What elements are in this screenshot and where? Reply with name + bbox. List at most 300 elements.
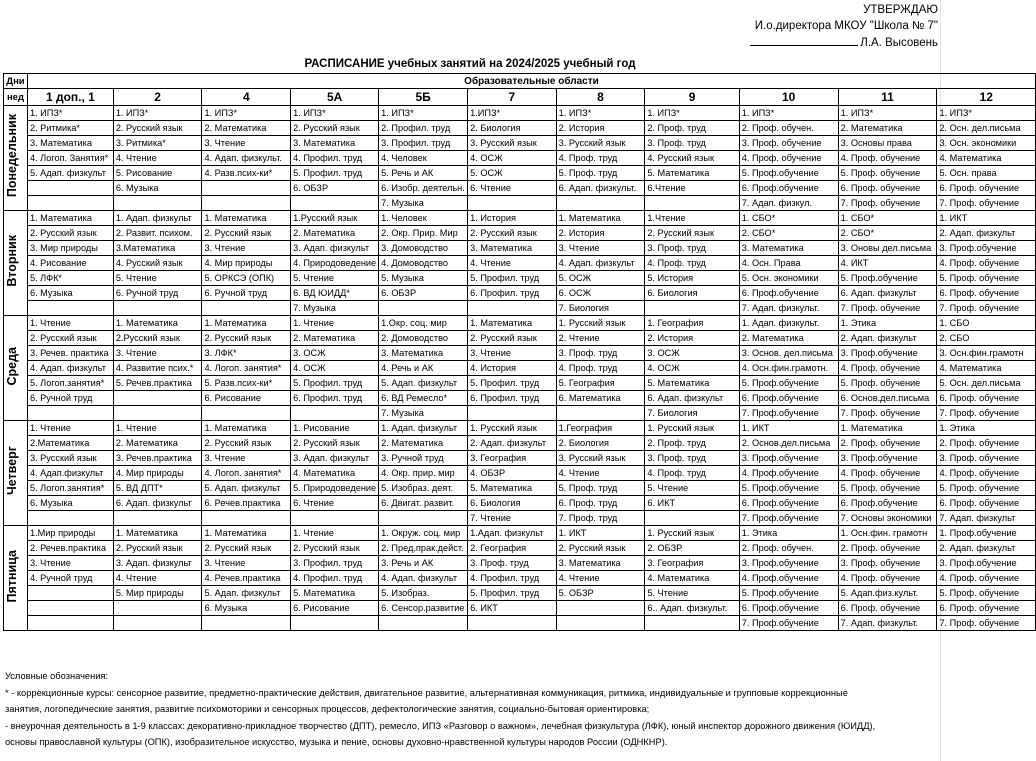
lesson-cell: 5. Изобраз. деят. <box>379 481 468 496</box>
lesson-cell: 3. Математика <box>291 136 379 151</box>
lesson-cell: 7. Биология <box>556 301 645 316</box>
lesson-cell: 7. Проф. обучение <box>937 301 1036 316</box>
lesson-cell: 4. Проф. труд <box>645 256 739 271</box>
lesson-cell: 4. Развитие псих.* <box>113 361 202 376</box>
lesson-cell: 4. Проф. труд <box>556 361 645 376</box>
table-row <box>4 376 1036 391</box>
lesson-cell: 1. Математика <box>556 211 645 226</box>
lesson-cell: 2. Проф. обучение <box>838 541 937 556</box>
lesson-cell: 5. ОСЖ <box>556 271 645 286</box>
lesson-cell <box>113 391 202 406</box>
approval-name: Л.А. Высовень <box>860 37 938 49</box>
lesson-cell: 2. Русский язык <box>202 541 291 556</box>
lesson-cell: 6. Чтение <box>468 181 557 196</box>
lesson-cell: 6. Рисование <box>202 391 291 406</box>
lesson-cell <box>468 616 557 631</box>
lesson-cell <box>202 616 291 631</box>
lesson-cell: 1. Математика <box>468 316 557 331</box>
lesson-cell <box>113 301 202 316</box>
lesson-cell: 5. ОБЗР <box>556 586 645 601</box>
lesson-cell: 6. Биология <box>468 496 557 511</box>
lesson-cell: 4. Проф. обучение <box>937 256 1036 271</box>
lesson-cell <box>202 511 291 526</box>
lesson-cell: 1. ИКТ <box>556 526 645 541</box>
lesson-cell: 5. Проф. труд <box>556 166 645 181</box>
lesson-cell: 3. Проф.обучение <box>739 451 838 466</box>
lesson-cell: 5. Адап.физ.культ. <box>838 586 937 601</box>
lesson-cell: 3. Чтение <box>202 136 291 151</box>
legend-line-2: занятия, логопедические занятия, развитие психомоторики и сенсорных процессов, дефектологические занятия, социально-бытовая ориентировка; <box>5 704 650 714</box>
lesson-cell: 6. Ручной труд <box>202 286 291 301</box>
lesson-cell: 4. Русский язык <box>645 151 739 166</box>
lesson-cell: 3. Русский язык <box>468 136 557 151</box>
lesson-cell: 2. Проф. обучение <box>937 436 1036 451</box>
lesson-cell <box>556 601 645 616</box>
lesson-cell: 3. Чтение <box>27 556 113 571</box>
lesson-cell: 4. Речь и АК <box>379 361 468 376</box>
lesson-cell: 6. Речев.практика <box>202 496 291 511</box>
lesson-cell: 5. Проф.обучение <box>739 586 838 601</box>
lesson-cell: 4. Чтение <box>468 256 557 271</box>
table-row <box>4 601 1036 616</box>
lesson-cell: 1.Чтение <box>645 211 739 226</box>
class-header: 9 <box>645 89 739 106</box>
lesson-cell: 3. Проф. труд <box>645 451 739 466</box>
table-row <box>4 616 1036 631</box>
lesson-cell: 7. Чтение <box>468 511 557 526</box>
lesson-cell: 6. Изобр. деятельн. <box>379 181 468 196</box>
lesson-cell: 3. Профил. труд <box>291 556 379 571</box>
lesson-cell: 2. Проф. труд <box>645 436 739 451</box>
lesson-cell <box>202 301 291 316</box>
lesson-cell: 1. ИПЗ* <box>113 106 202 121</box>
lesson-cell: 2. Речев.практика <box>27 541 113 556</box>
lesson-cell <box>113 511 202 526</box>
lesson-cell: 5. Проф.обучение <box>739 481 838 496</box>
lesson-cell: 6. Проф.обучение <box>739 391 838 406</box>
lesson-cell: 5. ЛФК* <box>27 271 113 286</box>
lesson-cell: 1. Этика <box>739 526 838 541</box>
lesson-cell: 1. Чтение <box>27 421 113 436</box>
lesson-cell: 4. Речев.практика <box>202 571 291 586</box>
lesson-cell: 7. Музыка <box>291 301 379 316</box>
lesson-cell: 6. Профил. труд <box>468 286 557 301</box>
lesson-cell: 7. Проф. обучение <box>937 406 1036 421</box>
lesson-cell: 3. Проф. обучение <box>739 136 838 151</box>
lesson-cell: 4. Проф. обучение <box>838 466 937 481</box>
table-row <box>4 136 1036 151</box>
lesson-cell: 4. Профил. труд <box>468 571 557 586</box>
class-header: 10 <box>739 89 838 106</box>
lesson-cell: 1. Математика <box>27 211 113 226</box>
lesson-cell: 5. Проф.обучение <box>739 166 838 181</box>
lesson-cell: 7. Проф. обучение <box>838 406 937 421</box>
lesson-cell: 2. Окр. Прир. Мир <box>379 226 468 241</box>
lesson-cell: 2. Осн. дел.письма <box>937 121 1036 136</box>
lesson-cell: 5. Проф. обучение <box>937 271 1036 286</box>
lesson-cell: 4. Осн. Права <box>739 256 838 271</box>
lesson-cell: 5. Рисование <box>113 166 202 181</box>
class-header: 2 <box>113 89 202 106</box>
table-row <box>4 481 1036 496</box>
lesson-cell: 1. ИПЗ* <box>838 106 937 121</box>
lesson-cell: 1. Русский язык <box>556 316 645 331</box>
day-cell <box>4 106 28 211</box>
lesson-cell <box>27 511 113 526</box>
class-header: 1 доп., 1 <box>27 89 113 106</box>
lesson-cell: 3. Проф. обучение <box>838 556 937 571</box>
lesson-cell: 5. Профил. труд <box>468 271 557 286</box>
lesson-cell: 3. Проф. труд <box>556 346 645 361</box>
lesson-cell: 5. Логоп.занятия* <box>27 376 113 391</box>
lesson-cell: 4. Проф. обучение <box>838 571 937 586</box>
lesson-cell: 6. Проф. обучение <box>937 181 1036 196</box>
lesson-cell <box>27 601 113 616</box>
lesson-cell: 1. ИПЗ* <box>556 106 645 121</box>
lesson-cell: 6. Основ.дел.письма <box>838 391 937 406</box>
lesson-cell: 6. Профил. труд <box>468 391 557 406</box>
lesson-cell: 2. Русский язык <box>27 331 113 346</box>
lesson-cell: 2. География <box>468 541 557 556</box>
lesson-cell: 6.Чтение <box>645 181 739 196</box>
lesson-cell: 2. Адап. физкульт <box>838 331 937 346</box>
lesson-cell: 2. Развит. психом. <box>113 226 202 241</box>
lesson-cell: 2.Математика <box>27 436 113 451</box>
lesson-cell: 1. Этика <box>937 421 1036 436</box>
lesson-cell: 4. Окр. прир. мир <box>379 466 468 481</box>
lesson-cell <box>113 406 202 421</box>
lesson-cell: 2. Русский язык <box>291 121 379 136</box>
lesson-cell: 6. ИКТ <box>468 601 557 616</box>
lesson-cell: 3. Проф.обучение <box>838 451 937 466</box>
lesson-cell: 6. ВД Ремесло* <box>379 391 468 406</box>
lesson-cell: 6. ВД ЮИДД* <box>291 286 379 301</box>
lesson-cell: 5. Чтение <box>113 271 202 286</box>
lesson-cell: 3. Чтение <box>202 241 291 256</box>
table-row <box>4 391 1036 406</box>
lesson-cell: 5. Профил. труд <box>291 376 379 391</box>
schedule-title: РАСПИСАНИЕ учебных занятий на 2024/2025 учебный год <box>304 58 636 70</box>
lesson-cell: 2. Русский язык <box>27 226 113 241</box>
lesson-cell: 1. Математика <box>202 421 291 436</box>
approval-position: И.о.директора МКОУ "Школа № 7" <box>754 20 938 32</box>
lesson-cell: 6. Проф. обучение <box>838 181 937 196</box>
lesson-cell: 6. Проф.обучение <box>739 181 838 196</box>
lesson-cell: 1. Русский язык <box>468 421 557 436</box>
lesson-cell: 6. Проф. обучение <box>838 601 937 616</box>
lesson-cell: 1. ИПЗ* <box>291 106 379 121</box>
lesson-cell: 2. История <box>556 121 645 136</box>
lesson-cell: 3. Проф.обучение <box>937 556 1036 571</box>
lesson-cell: 4. Адап. физкульт <box>556 256 645 271</box>
lesson-cell: 1. ИПЗ* <box>937 106 1036 121</box>
day-label: Среда <box>5 346 19 386</box>
lesson-cell: 2. Русский язык <box>202 436 291 451</box>
lesson-cell: 1. Осн.фин. грамотн <box>838 526 937 541</box>
lesson-cell: 5. Проф. труд <box>556 481 645 496</box>
lesson-cell: 2. Русский язык <box>645 226 739 241</box>
lesson-cell: 5. Разв.псих-ки* <box>202 376 291 391</box>
lesson-cell: 5. ОСЖ <box>468 166 557 181</box>
lesson-cell: 3. Речев.практика <box>113 451 202 466</box>
lesson-cell: 4. Логоп. Занятия* <box>27 151 113 166</box>
table-row <box>4 316 1036 331</box>
lesson-cell: 1. Чтение <box>113 421 202 436</box>
lesson-cell: 1.Мир природы <box>27 526 113 541</box>
table-row <box>4 166 1036 181</box>
lesson-cell: 4. ОСЖ <box>291 361 379 376</box>
class-header: 5А <box>291 89 379 106</box>
lesson-cell: 4. Природоведение <box>291 256 379 271</box>
lesson-cell: 3. Проф. труд <box>645 241 739 256</box>
lesson-cell: 7. Проф.обучение <box>739 616 838 631</box>
lesson-cell <box>291 406 379 421</box>
lesson-cell: 1. ИПЗ* <box>645 106 739 121</box>
schedule-table <box>3 73 1036 631</box>
lesson-cell: 2.Русский язык <box>113 331 202 346</box>
lesson-cell: 5. Речев.практика <box>113 376 202 391</box>
day-cell <box>4 211 28 316</box>
lesson-cell: 2. СБО* <box>838 226 937 241</box>
lesson-cell: 1. Русский язык <box>645 421 739 436</box>
lesson-cell: 1. География <box>645 316 739 331</box>
areas-header: Образовательные области <box>27 74 1035 89</box>
lesson-cell: 2. Проф. труд <box>645 121 739 136</box>
class-header: 7 <box>468 89 557 106</box>
lesson-cell: 3. Чтение <box>113 346 202 361</box>
lesson-cell: 5. Чтение <box>291 271 379 286</box>
lesson-cell: 3. Чтение <box>468 346 557 361</box>
lesson-cell: 1. Русский язык <box>645 526 739 541</box>
lesson-cell <box>645 301 739 316</box>
lesson-cell: 5. Проф. обучение <box>937 481 1036 496</box>
lesson-cell: 3. Речь и АК <box>379 556 468 571</box>
lesson-cell: 7. Биология <box>645 406 739 421</box>
lesson-cell: 4. Домоводство <box>379 256 468 271</box>
lesson-cell: 4. Чтение <box>556 571 645 586</box>
lesson-cell: 4. Адап.физкульт <box>27 466 113 481</box>
lesson-cell: 6. Профил. труд <box>291 391 379 406</box>
lesson-cell: 5. Изобраз. <box>379 586 468 601</box>
lesson-cell: 3. Русский язык <box>27 451 113 466</box>
lesson-cell: 1. ИПЗ* <box>27 106 113 121</box>
lesson-cell: 6. ОБЗР <box>379 286 468 301</box>
lesson-cell: 1. Адап. физкульт <box>113 211 202 226</box>
lesson-cell: 2. Биология <box>468 121 557 136</box>
day-cell <box>4 526 28 631</box>
class-header: 11 <box>838 89 937 106</box>
lesson-cell: 3. Мир природы <box>27 241 113 256</box>
lesson-cell: 6. Математика <box>556 391 645 406</box>
lesson-cell: 1. ИКТ <box>739 421 838 436</box>
lesson-cell: 4. Адап. физкульт. <box>202 151 291 166</box>
lesson-cell <box>27 406 113 421</box>
lesson-cell <box>556 616 645 631</box>
lesson-cell <box>202 196 291 211</box>
lesson-cell: 2. История <box>556 226 645 241</box>
lesson-cell: 4. ОСЖ <box>645 361 739 376</box>
lesson-cell: 6. Адап. физкульт <box>113 496 202 511</box>
lesson-cell: 1. Математика <box>113 316 202 331</box>
lesson-cell: 5. Чтение <box>645 586 739 601</box>
lesson-cell: 5. Чтение <box>645 481 739 496</box>
lesson-cell: 6. Адап. физкульт. <box>556 181 645 196</box>
lesson-cell: 6. Музыка <box>27 496 113 511</box>
lesson-cell: 4. ИКТ <box>838 256 937 271</box>
approval-signature <box>750 34 938 51</box>
lesson-cell: 1. ИПЗ* <box>379 106 468 121</box>
lesson-cell: 2. Математика <box>291 226 379 241</box>
lesson-cell: 2. ОБЗР <box>645 541 739 556</box>
lesson-cell <box>27 586 113 601</box>
lesson-cell: 6. ОБЗР <box>291 181 379 196</box>
lesson-cell: 2. Адап. физкульт <box>937 541 1036 556</box>
class-header: 5Б <box>379 89 468 106</box>
lesson-cell: 1. СБО <box>937 316 1036 331</box>
lesson-cell: 1. Чтение <box>27 316 113 331</box>
table-row <box>4 301 1036 316</box>
lesson-cell <box>379 616 468 631</box>
lesson-cell: 2. Адап. физкульт <box>468 436 557 451</box>
lesson-cell: 5. Речь и АК <box>379 166 468 181</box>
table-row <box>4 241 1036 256</box>
lesson-cell: 1. Математика <box>202 526 291 541</box>
lesson-cell: 3. Математика <box>468 241 557 256</box>
signature-line <box>750 34 858 46</box>
table-row <box>4 106 1036 121</box>
lesson-cell: 3.Математика <box>113 241 202 256</box>
lesson-cell: 4. Мир природы <box>113 466 202 481</box>
lesson-cell: 2. СБО* <box>739 226 838 241</box>
legend-heading: Условные обозначения: <box>5 671 109 681</box>
lesson-cell: 7. Адап. физкульт. <box>838 616 937 631</box>
lesson-cell: 5. Проф. обучение <box>838 481 937 496</box>
lesson-cell: 4. Ручной труд <box>27 571 113 586</box>
lesson-cell: 7. Проф. обучение <box>838 196 937 211</box>
lesson-cell: 4. Проф. обучение <box>937 466 1036 481</box>
lesson-cell: 4. Логоп. занятия* <box>202 466 291 481</box>
lesson-cell: 4. Логоп. занятия* <box>202 361 291 376</box>
lesson-cell: 3. География <box>645 556 739 571</box>
lesson-cell: 2. Проф. обучен. <box>739 541 838 556</box>
table-row <box>4 556 1036 571</box>
lesson-cell: 5. ОРКСЭ (ОПК) <box>202 271 291 286</box>
day-label: Понедельник <box>5 114 19 198</box>
class-header: 4 <box>202 89 291 106</box>
lesson-cell: 6. Биология <box>645 286 739 301</box>
lesson-cell: 2. Математика <box>739 331 838 346</box>
lesson-cell: 3. Основ. дел.письма <box>739 346 838 361</box>
class-header: 12 <box>937 89 1036 106</box>
lesson-cell: 2. Проф. обучен. <box>739 121 838 136</box>
lesson-cell: 3. ЛФК* <box>202 346 291 361</box>
lesson-cell: 5. Проф. обучение <box>838 166 937 181</box>
lesson-cell: 4. Рисование <box>27 256 113 271</box>
table-row <box>4 151 1036 166</box>
table-row <box>4 361 1036 376</box>
lesson-cell: 5. Математика <box>468 481 557 496</box>
table-row <box>4 496 1036 511</box>
lesson-cell: 2. Основ.дел.письма <box>739 436 838 451</box>
table-row <box>4 286 1036 301</box>
lesson-cell: 6. Адап. физкульт <box>645 391 739 406</box>
lesson-cell: 7. Проф. обучение <box>937 196 1036 211</box>
lesson-cell: 1. Чтение <box>291 316 379 331</box>
lesson-cell: 2. Адап. физкульт <box>937 226 1036 241</box>
lesson-cell: 1. СБО* <box>739 211 838 226</box>
lesson-cell: 5. Проф.обучение <box>739 376 838 391</box>
lesson-cell: 1. Чтение <box>291 526 379 541</box>
lesson-cell: 5. Логоп.занятия* <box>27 481 113 496</box>
lesson-cell: 4. Математика <box>937 151 1036 166</box>
lesson-cell: 5. Музыка <box>379 271 468 286</box>
lesson-cell: 6. Проф.обучение <box>838 496 937 511</box>
lesson-cell: 1. ИКТ <box>937 211 1036 226</box>
lesson-cell: 2. Биология <box>556 436 645 451</box>
lesson-cell: 2. Русский язык <box>202 331 291 346</box>
lesson-cell: 1. ИПЗ* <box>202 106 291 121</box>
lesson-cell: 4. Человек <box>379 151 468 166</box>
lesson-cell: 2. Русский язык <box>468 331 557 346</box>
lesson-cell: 3. Чтение <box>202 556 291 571</box>
lesson-cell: 2. Русский язык <box>202 226 291 241</box>
legend-line-1: * - коррекционные курсы: сенсорное развитие, предметно-практические действия, двигательное развитие, альтернативная коммуникация, ритмика, индивидуальные и групповые коррекционные <box>5 687 848 698</box>
lesson-cell: 5. Профил. труд <box>468 376 557 391</box>
lesson-cell: 3. Ритмика* <box>113 136 202 151</box>
lesson-cell <box>645 616 739 631</box>
lesson-cell <box>27 301 113 316</box>
lesson-cell: 3. Адап. физкульт <box>113 556 202 571</box>
lesson-cell: 4. Математика <box>645 571 739 586</box>
lesson-cell: 3. Русский язык <box>556 136 645 151</box>
lesson-cell: 3. Математика <box>739 241 838 256</box>
lesson-cell: 2. Русский язык <box>291 541 379 556</box>
lesson-cell: 3. Проф. обучение <box>937 451 1036 466</box>
lesson-cell: 3. Математика <box>556 556 645 571</box>
lesson-cell: 4. Разв.псих-ки* <box>202 166 291 181</box>
lesson-cell <box>556 196 645 211</box>
lesson-cell: 4. ОБЗР <box>468 466 557 481</box>
lesson-cell: 7. Музыка <box>379 406 468 421</box>
lesson-cell: 1.Адап. физкульт <box>468 526 557 541</box>
lesson-cell: 1. Адап. физкульт. <box>739 316 838 331</box>
lesson-cell: 2. Домоводство <box>379 331 468 346</box>
days-header-top: Дни <box>4 74 28 89</box>
days-header-bottom: нед <box>4 89 28 106</box>
lesson-cell: 7. Адап. физкульт <box>937 511 1036 526</box>
lesson-cell: 6. Ручной труд <box>27 391 113 406</box>
lesson-cell: 2. Математика <box>202 121 291 136</box>
lesson-cell: 7. Проф.обучение <box>739 511 838 526</box>
lesson-cell <box>202 406 291 421</box>
table-row <box>4 586 1036 601</box>
lesson-cell: 1. ИПЗ* <box>739 106 838 121</box>
lesson-cell: 4. Адап. физкульт <box>27 361 113 376</box>
lesson-cell <box>468 406 557 421</box>
lesson-cell: 4. Профил. труд <box>291 571 379 586</box>
lesson-cell: 2. История <box>645 331 739 346</box>
lesson-cell <box>645 511 739 526</box>
table-row <box>4 271 1036 286</box>
lesson-cell: 6. Адап. физкульт <box>838 286 937 301</box>
lesson-cell <box>556 406 645 421</box>
lesson-cell: 3. Чтение <box>556 241 645 256</box>
table-row <box>4 526 1036 541</box>
lesson-cell <box>27 196 113 211</box>
lesson-cell: 6. Сенсор.развитие <box>379 601 468 616</box>
lesson-cell: 2. Пред.прак.дейст. <box>379 541 468 556</box>
table-row <box>4 211 1036 226</box>
